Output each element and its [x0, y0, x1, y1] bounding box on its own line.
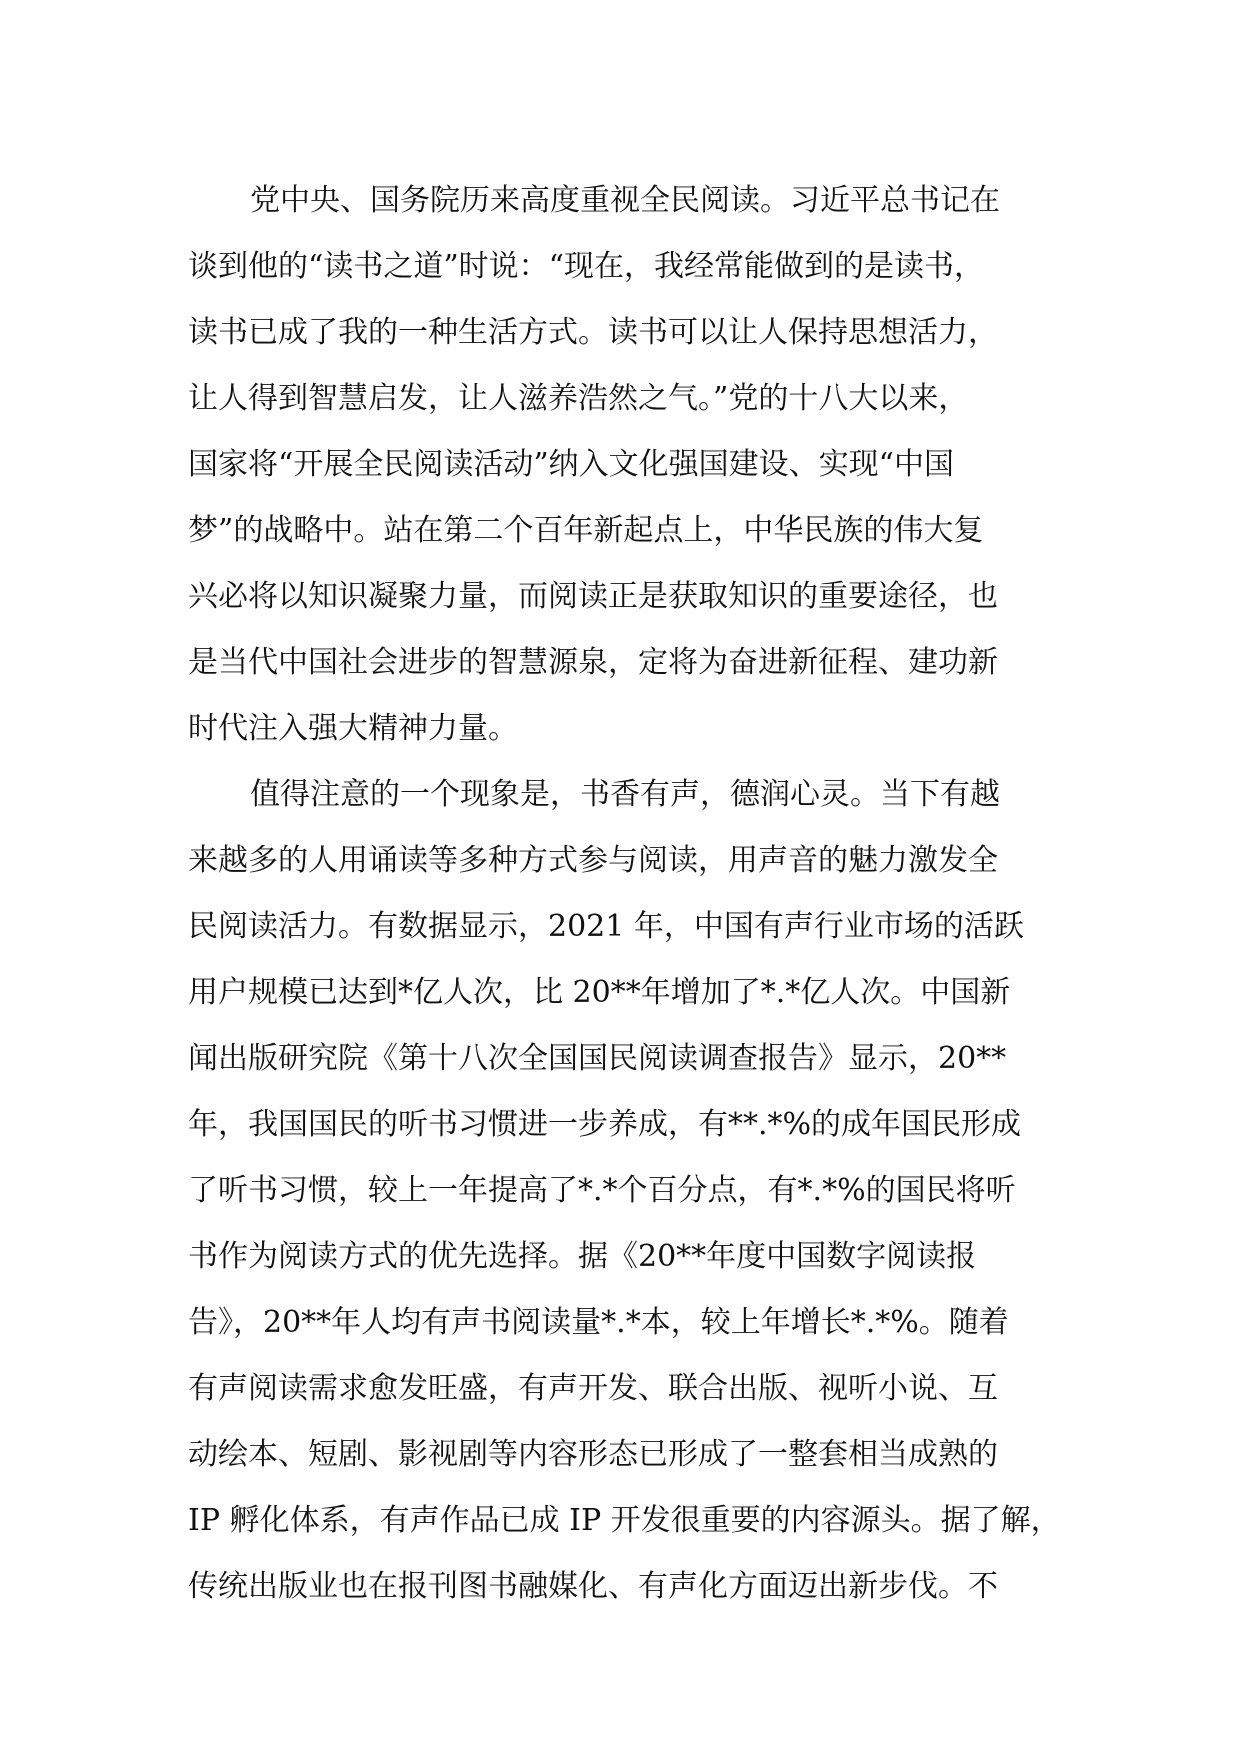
paragraph-2-line-9: 告》，20**年人均有声书阅读量*.*本，较上年增长*.*%。随着 [188, 1305, 1009, 1340]
paragraph-2-line-8: 书作为阅读方式的优先选择。据《20**年度中国数字阅读报 [188, 1239, 977, 1274]
paragraph-1-line-3: 读书已成了我的一种生活方式。读书可以让人保持思想活力， [188, 315, 998, 350]
paragraph-2-line-6: 年，我国国民的听书习惯进一步养成，有**.*%的成年国民形成 [188, 1107, 1022, 1142]
paragraph-1-line-9: 时代注入强大精神力量。 [188, 711, 518, 746]
paragraph-2-line-1: 值得注意的一个现象是，书香有声，德润心灵。当下有越 [250, 777, 1000, 812]
paragraph-1-line-7: 兴必将以知识凝聚力量，而阅读正是获取知识的重要途径，也 [188, 579, 998, 614]
paragraph-1-line-8: 是当代中国社会进步的智慧源泉，定将为奋进新征程、建功新 [188, 645, 998, 680]
paragraph-1-line-6: 梦”的战略中。站在第二个百年新起点上，中华民族的伟大复 [188, 513, 984, 548]
paragraph-1-line-2: 谈到他的“读书之道”时说：“现在，我经常能做到的是读书， [188, 249, 985, 284]
paragraph-1-line-1: 党中央、国务院历来高度重视全民阅读。习近平总书记在 [250, 183, 1000, 218]
paragraph-2-line-5: 闻出版研究院《第十八次全国国民阅读调查报告》显示，20** [188, 1041, 1007, 1076]
paragraph-2-line-13: 传统出版业也在报刊图书融媒化、有声化方面迈出新步伐。不 [188, 1569, 998, 1604]
paragraph-2-line-3: 民阅读活力。有数据显示，2021 年，中国有声行业市场的活跃 [188, 909, 1024, 944]
paragraph-1-line-4: 让人得到智慧启发，让人滋养浩然之气。”党的十八大以来， [188, 381, 969, 416]
paragraph-2-line-7: 了听书习惯，较上一年提高了*.*个百分点，有*.*%的国民将听 [188, 1173, 1016, 1208]
paragraph-2-line-10: 有声阅读需求愈发旺盛，有声开发、联合出版、视听小说、互 [188, 1371, 998, 1406]
paragraph-2-line-2: 来越多的人用诵读等多种方式参与阅读，用声音的魅力激发全 [188, 843, 998, 878]
body-text [188, 168, 1088, 1620]
paragraph-2-line-4: 用户规模已达到*亿人次，比 20**年增加了*.*亿人次。中国新 [188, 975, 1011, 1010]
paragraph-2-line-11: 动绘本、短剧、影视剧等内容形态已形成了一整套相当成熟的 [188, 1437, 998, 1472]
paragraph-2-line-12: IP 孵化体系，有声作品已成 IP 开发很重要的内容源头。据了解， [188, 1503, 1061, 1538]
paragraph-1-line-5: 国家将“开展全民阅读活动”纳入文化强国建设、实现“中国 [188, 447, 955, 482]
